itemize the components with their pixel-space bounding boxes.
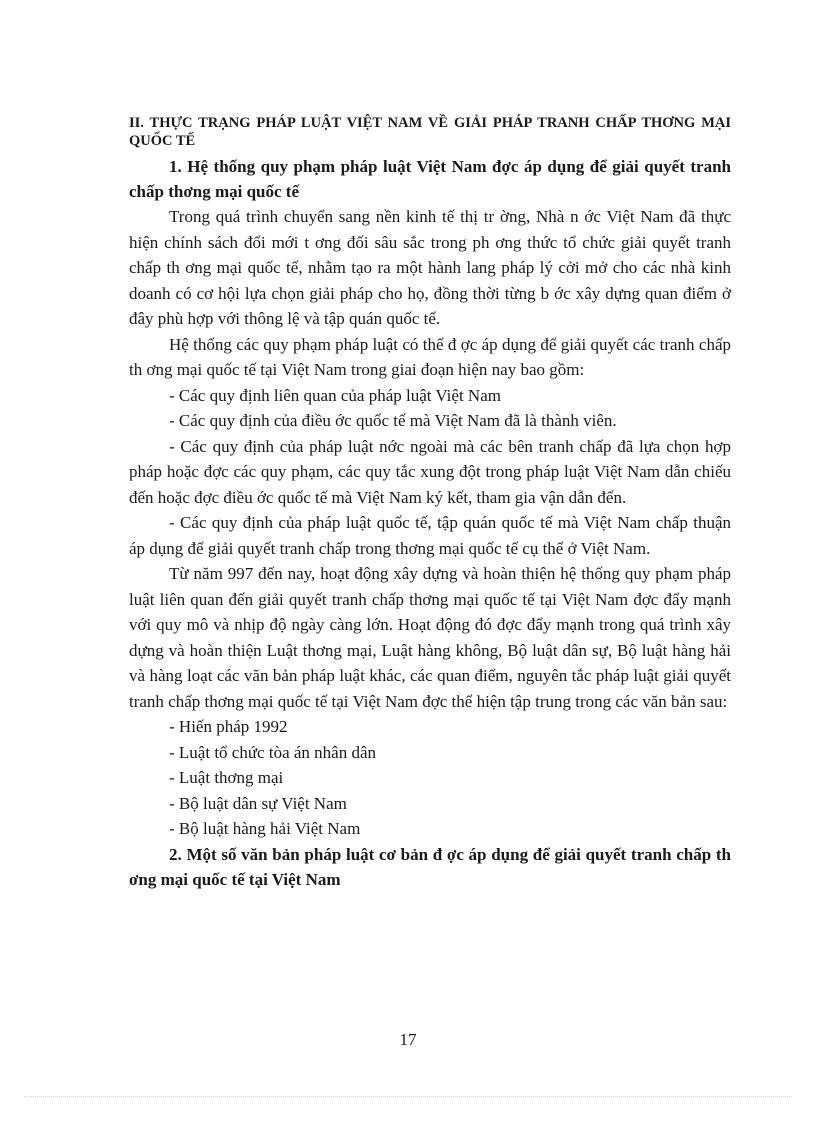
list-item: - Các quy định của điều ớc quốc tế mà Việt Nam đã là thành viên. xyxy=(169,411,617,430)
subsection-2-heading: 2. Một số văn bản pháp luật cơ bản đ ợc áp dụng để giải quyết tranh chấp th ơng mại quốc tế tại Việt Nam xyxy=(129,844,731,889)
bottom-divider xyxy=(24,1096,792,1097)
section-heading: II. THỰC TRẠNG PHÁP LUẬT VIỆT NAM VỀ GIẢI PHÁP TRANH CHẤP THƠNG MẠI QUỐC TẾ xyxy=(129,115,731,149)
list-item: - Luật thơng mại xyxy=(169,768,284,787)
page-number: 17 xyxy=(399,1030,417,1049)
paragraph-international-law: - Các quy định của pháp luật quốc tế, tập quán quốc tế mà Việt Nam chấp thuận áp dụng để giải quyết tranh chấp trong thơng mại quốc tế cụ thể ở Việt Nam. xyxy=(129,513,731,558)
list-item: - Bộ luật hàng hải Việt Nam xyxy=(169,819,361,838)
list-item: - Hiến pháp 1992 xyxy=(169,717,288,736)
subsection-1-heading: 1. Hệ thống quy phạm pháp luật Việt Nam đợc áp dụng để giải quyết tranh chấp thơng mại quốc tế xyxy=(129,157,731,201)
list-item: - Các quy định liên quan của pháp luật Việt Nam xyxy=(169,385,501,405)
paragraph-foreign-law: - Các quy định của pháp luật nớc ngoài mà các bên tranh chấp đã lựa chọn hợp pháp hoặc đợc các quy phạm, các quy tắc xung đột trong pháp luật Việt Nam dẫn chiếu đến hoặc đợc điều ớc quốc tế mà Việt Nam ký kết, tham gia vận dẫn đến. xyxy=(129,436,731,507)
page-content xyxy=(129,114,731,892)
paragraph-legal-system: Hệ thống các quy phạm pháp luật có thể đ ợc áp dụng để giải quyết các tranh chấp th ơng mại quốc tế tại Việt Nam trong giai đoạn hiện nay bao gồm: xyxy=(129,334,731,379)
list-item: - Luật tổ chức tòa án nhân dân xyxy=(169,742,376,762)
list-item: - Bộ luật dân sự Việt Nam xyxy=(169,793,347,813)
paragraph-transition: Trong quá trình chuyển sang nền kinh tế thị tr ờng, Nhà n ớc Việt Nam đã thực hiện chính sách đổi mới t ơng đối sâu sắc trong ph ơng thức tổ chức giải quyết tranh chấp th ơng mại quốc tế, nhằm tạo ra một hành lang pháp lý cởi mở cho các nhà kinh doanh có cơ hội lựa chọn giải pháp cho họ, đồng thời từng b ớc xây dựng quan điểm ở đây phù hợp với thông lệ và tập quán quốc tế. xyxy=(129,207,731,328)
paragraph-since-1997: Từ năm 997 đến nay, hoạt động xây dựng và hoàn thiện hệ thống quy phạm pháp luật liên quan đến giải quyết tranh chấp thơng mại quốc tế tại Việt Nam đợc đẩy mạnh với quy mô và nhịp độ ngày càng lớn. Hoạt động đó đợc đẩy mạnh trong quá trình xây dựng và hoàn thiện Luật thơng mại, Luật hàng không, Bộ luật dân sự, Bộ luật hàng hải và hàng loạt các văn bản pháp luật khác, các quan điểm, nguyên tắc pháp luật giải quyết tranh chấp thơng mại quốc tế tại Việt Nam đợc thể hiện tập trung trong các văn bản sau: xyxy=(129,564,731,711)
